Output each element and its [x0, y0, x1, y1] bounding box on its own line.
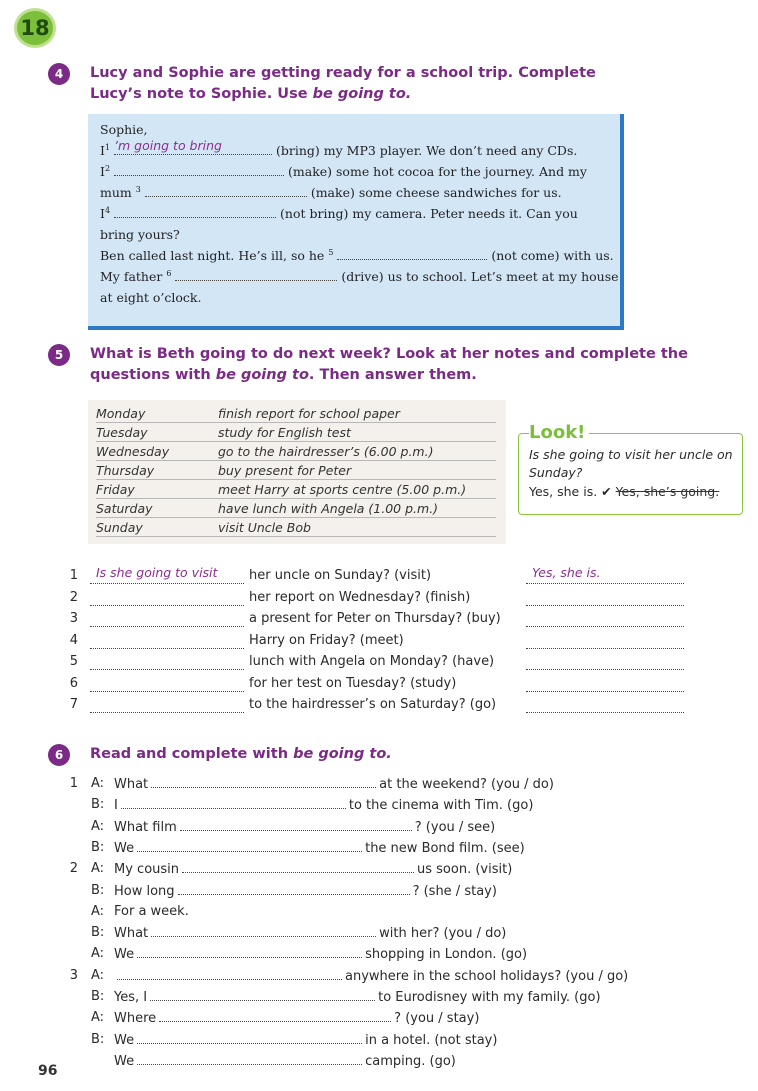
diary-day: Saturday [96, 501, 153, 516]
dialogue-line [60, 840, 750, 860]
dialogue-prefix: What [114, 926, 149, 942]
diary-day: Wednesday [96, 444, 170, 459]
answer-gap[interactable] [526, 654, 684, 670]
dialogue-line [60, 883, 750, 903]
question-gap[interactable] [90, 633, 244, 649]
diary-task: have lunch with Angela (1.00 p.m.) [218, 501, 439, 516]
dialogue-suffix: ? (you / see) [414, 819, 496, 835]
speaker-label: A: [91, 1010, 105, 1026]
dialogue-text [114, 861, 512, 877]
dialogue-prefix: For a week. [114, 903, 189, 919]
note-gap-2[interactable] [114, 164, 284, 176]
note-greeting: Sophie, [100, 122, 148, 137]
dialogue-prefix: What [114, 777, 149, 792]
dialogue-prefix: I [114, 798, 118, 814]
question-row [60, 633, 750, 653]
diary-task: visit Uncle Bob [218, 520, 311, 535]
beth-diary [88, 400, 506, 544]
dialogue-gap[interactable] [137, 840, 362, 852]
dialogue-suffix: shopping in London. (go) [365, 947, 528, 963]
question-text: Harry on Friday? (meet) [249, 632, 404, 648]
diary-row [96, 499, 496, 518]
speaker-label: A: [91, 967, 105, 983]
dialogue-prefix: We [114, 947, 135, 963]
speaker-label: A: [91, 861, 105, 877]
dialogue-gap[interactable] [137, 946, 362, 958]
question-gap[interactable] [90, 590, 244, 606]
speaker-label: B: [91, 797, 105, 813]
question-row [60, 697, 750, 717]
dialogue-prefix: We [114, 840, 135, 856]
speaker-label: A: [91, 776, 105, 791]
dialogue-text [114, 904, 189, 919]
question-gap[interactable] [90, 654, 244, 670]
exercise-5-title-line-1: What is Beth going to do next week? Look at her notes and complete the [90, 346, 688, 362]
dialogue-text [114, 819, 495, 835]
dialogue-prefix: We [114, 1032, 135, 1048]
answer-gap[interactable] [526, 676, 684, 692]
dialogue-suffix: with her? (you / do) [379, 926, 507, 942]
dialogue-suffix: to Eurodisney with my family. (go) [378, 990, 601, 1005]
dialogue-gap[interactable] [117, 968, 342, 980]
dialogue-suffix: camping. (go) [365, 1053, 456, 1069]
dialogue-gap[interactable] [137, 1032, 362, 1044]
dialogue-line [60, 946, 750, 966]
question-gap[interactable] [90, 676, 244, 692]
dialogue-line [60, 1010, 750, 1030]
question-row [60, 611, 750, 631]
dialogue-text [114, 840, 525, 856]
dialogue-gap[interactable] [121, 797, 346, 809]
question-row [60, 676, 750, 696]
question-number: 6 [69, 675, 78, 691]
dialogue-text [114, 968, 628, 984]
question-gap[interactable] [90, 611, 244, 627]
question-number: 7 [69, 697, 78, 712]
note-gap-1[interactable] [114, 138, 272, 155]
note-line-7: My father $^6$ (drive) us to school. Let’s meet at my house [100, 269, 619, 285]
dialogue-text [114, 946, 527, 962]
look-question: Is she going to visit her uncle on Sunday? [529, 447, 733, 480]
question-text: her report on Wednesday? (finish) [249, 589, 471, 605]
dialogue-prefix: What film [114, 819, 177, 835]
dialogue-gap[interactable] [151, 776, 376, 788]
answer-gap[interactable] [526, 565, 684, 584]
exercise-4-title-line-2: Lucy’s note to Sophie. Use [90, 86, 313, 102]
question-row [60, 654, 750, 674]
diary-task: buy present for Peter [218, 463, 352, 478]
diary-row [96, 480, 496, 499]
dialogue-line [60, 989, 750, 1009]
diary-day: Monday [96, 406, 146, 421]
question-text: for her test on Tuesday? (study) [249, 675, 457, 691]
dialogue-line [60, 925, 750, 945]
dialogue-line [60, 904, 750, 924]
dialogue-prefix: Yes, I [114, 990, 148, 1005]
dialogue-text [114, 1053, 456, 1069]
handwritten-answer-1: ’m going to bring [114, 138, 222, 154]
exercise-4-number: 4 [48, 63, 70, 85]
question-gap[interactable] [90, 697, 244, 713]
question-number: 3 [69, 611, 78, 626]
speaker-label: B: [91, 989, 105, 1004]
dialogue-line [60, 861, 750, 881]
diary-row [96, 518, 496, 537]
diary-day: Tuesday [96, 425, 148, 440]
diary-day: Thursday [96, 463, 155, 478]
speaker-label: A: [91, 946, 105, 962]
exercise-4-title-target: be going to. [312, 86, 412, 102]
dialogue-line [60, 1032, 750, 1052]
question-number: 1 [69, 568, 78, 583]
dialogue-line [60, 1053, 750, 1073]
dialogue-suffix: us soon. (visit) [417, 862, 513, 878]
dialogue-number: 3 [69, 967, 78, 983]
look-title: Look! [529, 422, 589, 443]
speaker-label: B: [91, 925, 105, 941]
diary-row [96, 442, 496, 461]
question-row [60, 590, 750, 610]
diary-task: go to the hairdresser’s (6.00 p.m.) [218, 444, 434, 459]
speaker-label: A: [91, 818, 105, 834]
diary-task: finish report for school paper [218, 406, 400, 421]
exercise-5-number: 5 [48, 344, 70, 366]
diary-task: meet Harry at sports centre (5.00 p.m.) [218, 482, 467, 497]
note-line-5: bring yours? [100, 227, 180, 242]
look-wrong-answer: Yes, she’s going. [615, 484, 720, 499]
question-row [60, 565, 750, 588]
note-gap-4[interactable] [114, 206, 276, 218]
dialogue-gap[interactable] [178, 883, 410, 895]
exercise-6-instructions: Read and complete with be going to. [90, 746, 392, 762]
answer-gap[interactable] [526, 590, 684, 606]
question-number: 4 [69, 632, 78, 648]
dialogue-suffix: anywhere in the school holidays? (you / go) [345, 968, 629, 984]
note-line-3: mum $^3$ (make) some cheese sandwiches for us. [100, 185, 562, 201]
dialogue-text [114, 883, 497, 899]
speaker-label: B: [91, 1031, 105, 1047]
dialogue-prefix: Where [114, 1011, 157, 1027]
note-line-1: $I^1$ ’m going to bring (bring) my MP3 player. We don’t need any CDs. [100, 138, 578, 159]
note-line-2: $I^2$ (make) some hot cocoa for the journey. And my [100, 164, 587, 180]
diary-row [96, 423, 496, 442]
dialogue-text [114, 925, 506, 941]
look-answer: Yes, she is. ✔ Yes, she’s going. [529, 484, 720, 499]
exercise-4-instructions [90, 63, 596, 105]
dialogue-gap[interactable] [180, 819, 412, 831]
diary-day: Friday [96, 482, 135, 497]
dialogue-suffix: at the weekend? (you / do) [379, 777, 554, 792]
dialogue-text [114, 1010, 479, 1026]
dialogue-suffix: the new Bond film. (see) [365, 840, 525, 856]
question-text: lunch with Angela on Monday? (have) [249, 654, 495, 669]
question-text: a present for Peter on Thursday? (buy) [249, 611, 501, 626]
dialogue-prefix: How long [114, 883, 175, 899]
exercise-4-title-line-1: Lucy and Sophie are getting ready for a school trip. Complete [90, 65, 596, 81]
dialogue-number: 2 [69, 861, 78, 877]
dialogue-line [60, 968, 750, 988]
question-text: to the hairdresser’s on Saturday? (go) [249, 697, 497, 712]
note-line-8: at eight o’clock. [100, 290, 202, 305]
dialogue-line [60, 797, 750, 817]
dialogue-gap[interactable] [182, 861, 414, 873]
dialogue-gap[interactable] [150, 989, 375, 1001]
note-gap-3[interactable] [145, 185, 307, 197]
dialogue-suffix: ? (she / stay) [412, 883, 497, 899]
dialogue-prefix: My cousin [114, 862, 180, 878]
answer-gap[interactable] [526, 611, 684, 627]
speaker-label: B: [91, 882, 105, 898]
dialogue-prefix: We [114, 1053, 135, 1069]
question-gap[interactable] [90, 565, 244, 584]
note-line-6: Ben called last night. He’s ill, so he $^5$ (not come) with us. [100, 248, 614, 264]
unit-number-badge: 18 [14, 8, 56, 48]
dialogue-text [114, 1032, 497, 1048]
look-box [518, 422, 743, 515]
dialogue-text [114, 989, 601, 1005]
diary-task: study for English test [218, 425, 351, 440]
handwritten-question: Is she going to visit [96, 565, 218, 580]
question-number: 5 [69, 654, 78, 669]
exercise-5-instructions: What is Beth going to do next week? Look at her notes and complete the questions with be going to. Then answer them. [90, 346, 688, 383]
note-gap-5[interactable] [337, 248, 487, 260]
dialogue-suffix: ? (you / stay) [394, 1011, 480, 1027]
question-text: her uncle on Sunday? (visit) [249, 568, 432, 583]
note-line-4: $I^4$ (not bring) my camera. Peter needs it. Can you [100, 206, 578, 222]
answer-gap[interactable] [526, 633, 684, 649]
handwritten-answer: Yes, she is. [532, 565, 601, 580]
dialogue-gap[interactable] [151, 925, 376, 937]
dialogue-gap[interactable] [159, 1010, 391, 1022]
dialogue-text [114, 776, 554, 792]
note-gap-6[interactable] [175, 269, 337, 281]
diary-row [96, 404, 496, 423]
exercise-6-number: 6 [48, 744, 70, 766]
speaker-label: A: [91, 903, 105, 919]
dialogue-number: 1 [69, 776, 78, 791]
dialogue-text [114, 797, 533, 813]
dialogue-gap[interactable] [137, 1053, 362, 1065]
page-number: 96 [38, 1063, 58, 1079]
dialogue-suffix: in a hotel. (not stay) [365, 1032, 498, 1048]
lucy-note [88, 114, 624, 330]
dialogue-suffix: to the cinema with Tim. (go) [348, 798, 534, 814]
dialogue-line [60, 776, 750, 796]
answer-gap[interactable] [526, 697, 684, 713]
diary-row [96, 461, 496, 480]
speaker-label: B: [91, 839, 105, 855]
diary-day: Sunday [96, 520, 143, 535]
question-number: 2 [69, 589, 78, 605]
dialogue-line [60, 819, 750, 839]
